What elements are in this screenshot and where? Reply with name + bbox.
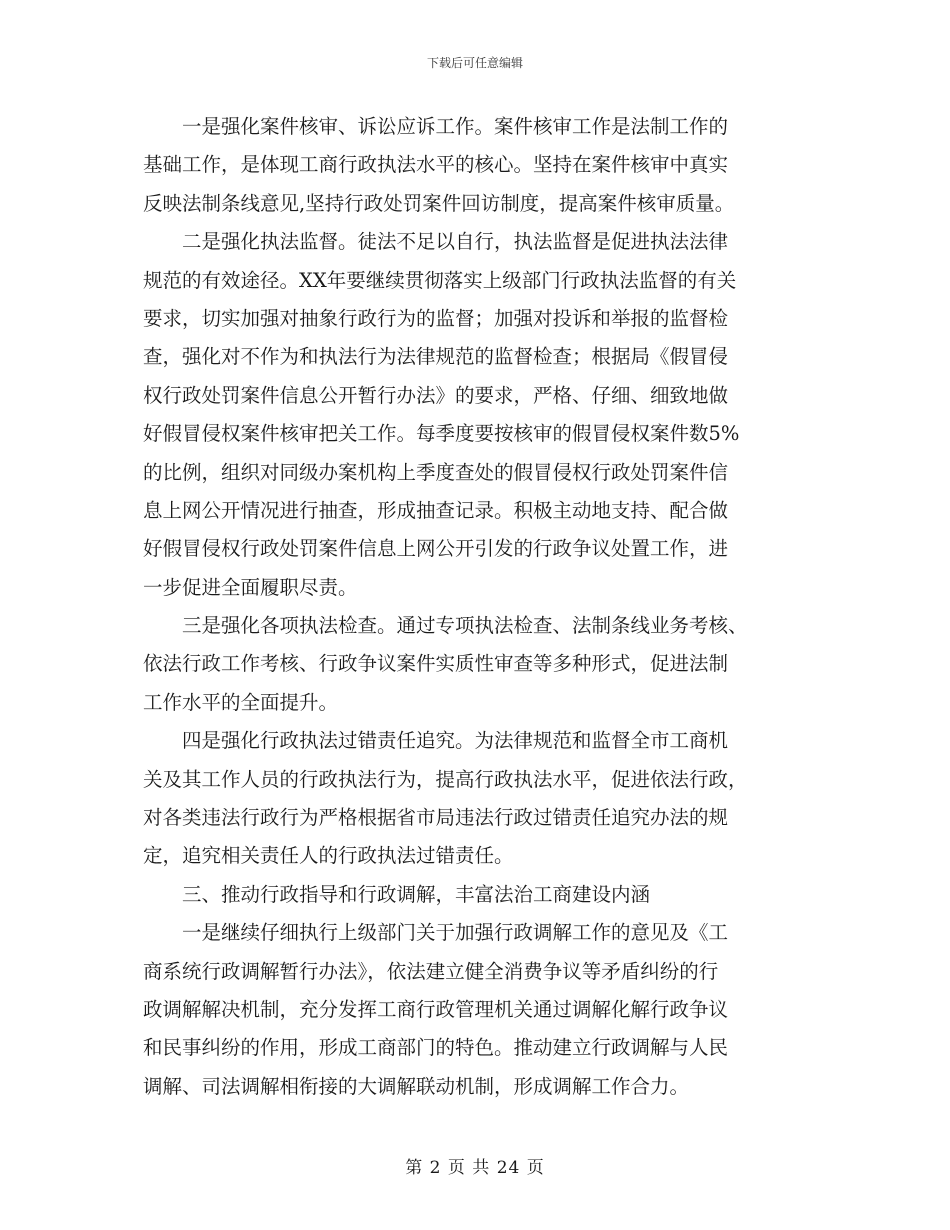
paragraph-line: 一步促进全面履职尽责。 [143, 575, 358, 599]
paragraph-line: 权行政处罚案件信息公开暂行办法》的要求，严格、仔细、细致地做 [143, 383, 729, 407]
section-heading: 三、推动行政指导和行政调解，丰富法治工商建设内涵 [182, 882, 651, 906]
paragraph-line: 关及其工作人员的行政执法行为，提高行政执法水平，促进依法行政， [143, 767, 748, 791]
paragraph-line: 一是继续仔细执行上级部门关于加强行政调解工作的意见及《工 [182, 921, 729, 945]
paragraph-line: 的比例，组织对同级办案机构上季度查处的假冒侵权行政处罚案件信 [143, 460, 729, 484]
paragraph-line: 基础工作，是体现工商行政执法水平的核心。坚持在案件核审中真实 [143, 153, 729, 177]
paragraph-line: 反映法制条线意见,坚持行政处罚案件回访制度，提高案件核审质量。 [143, 191, 735, 215]
paragraph-line: 好假冒侵权行政处罚案件信息上网公开引发的行政争议处置工作，进 [143, 537, 729, 561]
page-number: 第 2 页 共 24 页 [405, 1158, 545, 1178]
paragraph-line: 一是强化案件核审、诉讼应诉工作。案件核审工作是法制工作的 [182, 115, 729, 138]
paragraph-line: 和民事纠纷的作用，形成工商部门的特色。推动建立行政调解与人民 [143, 1036, 729, 1060]
header-note: 下载后可任意编辑 [426, 56, 523, 70]
paragraph-line: 商系统行政调解暂行办法》，依法建立健全消费争议等矛盾纠纷的行 [143, 959, 719, 983]
paragraph-line: 三是强化各项执法检查。通过专项执法检查、法制条线业务考核、 [182, 614, 748, 638]
paragraph-line: 定，追究相关责任人的行政执法过错责任。 [143, 844, 514, 868]
paragraph-line: 二是强化执法监督。徒法不足以自行，执法监督是促进执法法律 [182, 230, 729, 254]
paragraph-line: 政调解解决机制，充分发挥工商行政管理机关通过调解化解行政争议 [143, 997, 729, 1021]
paragraph-line: 好假冒侵权案件核审把关工作。每季度要按核审的假冒侵权案件数5% [143, 422, 740, 446]
paragraph-line: 调解、司法调解相衔接的大调解联动机制，形成调解工作合力。 [143, 1074, 690, 1098]
paragraph-line: 四是强化行政执法过错责任追究。为法律规范和监督全市工商机 [182, 729, 729, 753]
paragraph-line: 对各类违法行政行为严格根据省市局违法行政过错责任追究办法的规 [143, 806, 729, 830]
paragraph-line: 工作水平的全面提升。 [143, 690, 339, 714]
document-body [143, 108, 805, 1106]
paragraph-line: 依法行政工作考核、行政争议案件实质性审查等多种形式，促进法制 [143, 652, 729, 676]
paragraph-line: 要求，切实加强对抽象行政行为的监督；加强对投诉和举报的监督检 [143, 306, 729, 330]
paragraph-line: 查，强化对不作为和执法行为法律规范的监督检查；根据局《假冒侵 [143, 345, 729, 369]
paragraph-line: 息上网公开情况进行抽查，形成抽查记录。积极主动地支持、配合做 [143, 498, 729, 522]
paragraph-line: 规范的有效途径。XX年要继续贯彻落实上级部门行政执法监督的有关 [143, 268, 737, 292]
